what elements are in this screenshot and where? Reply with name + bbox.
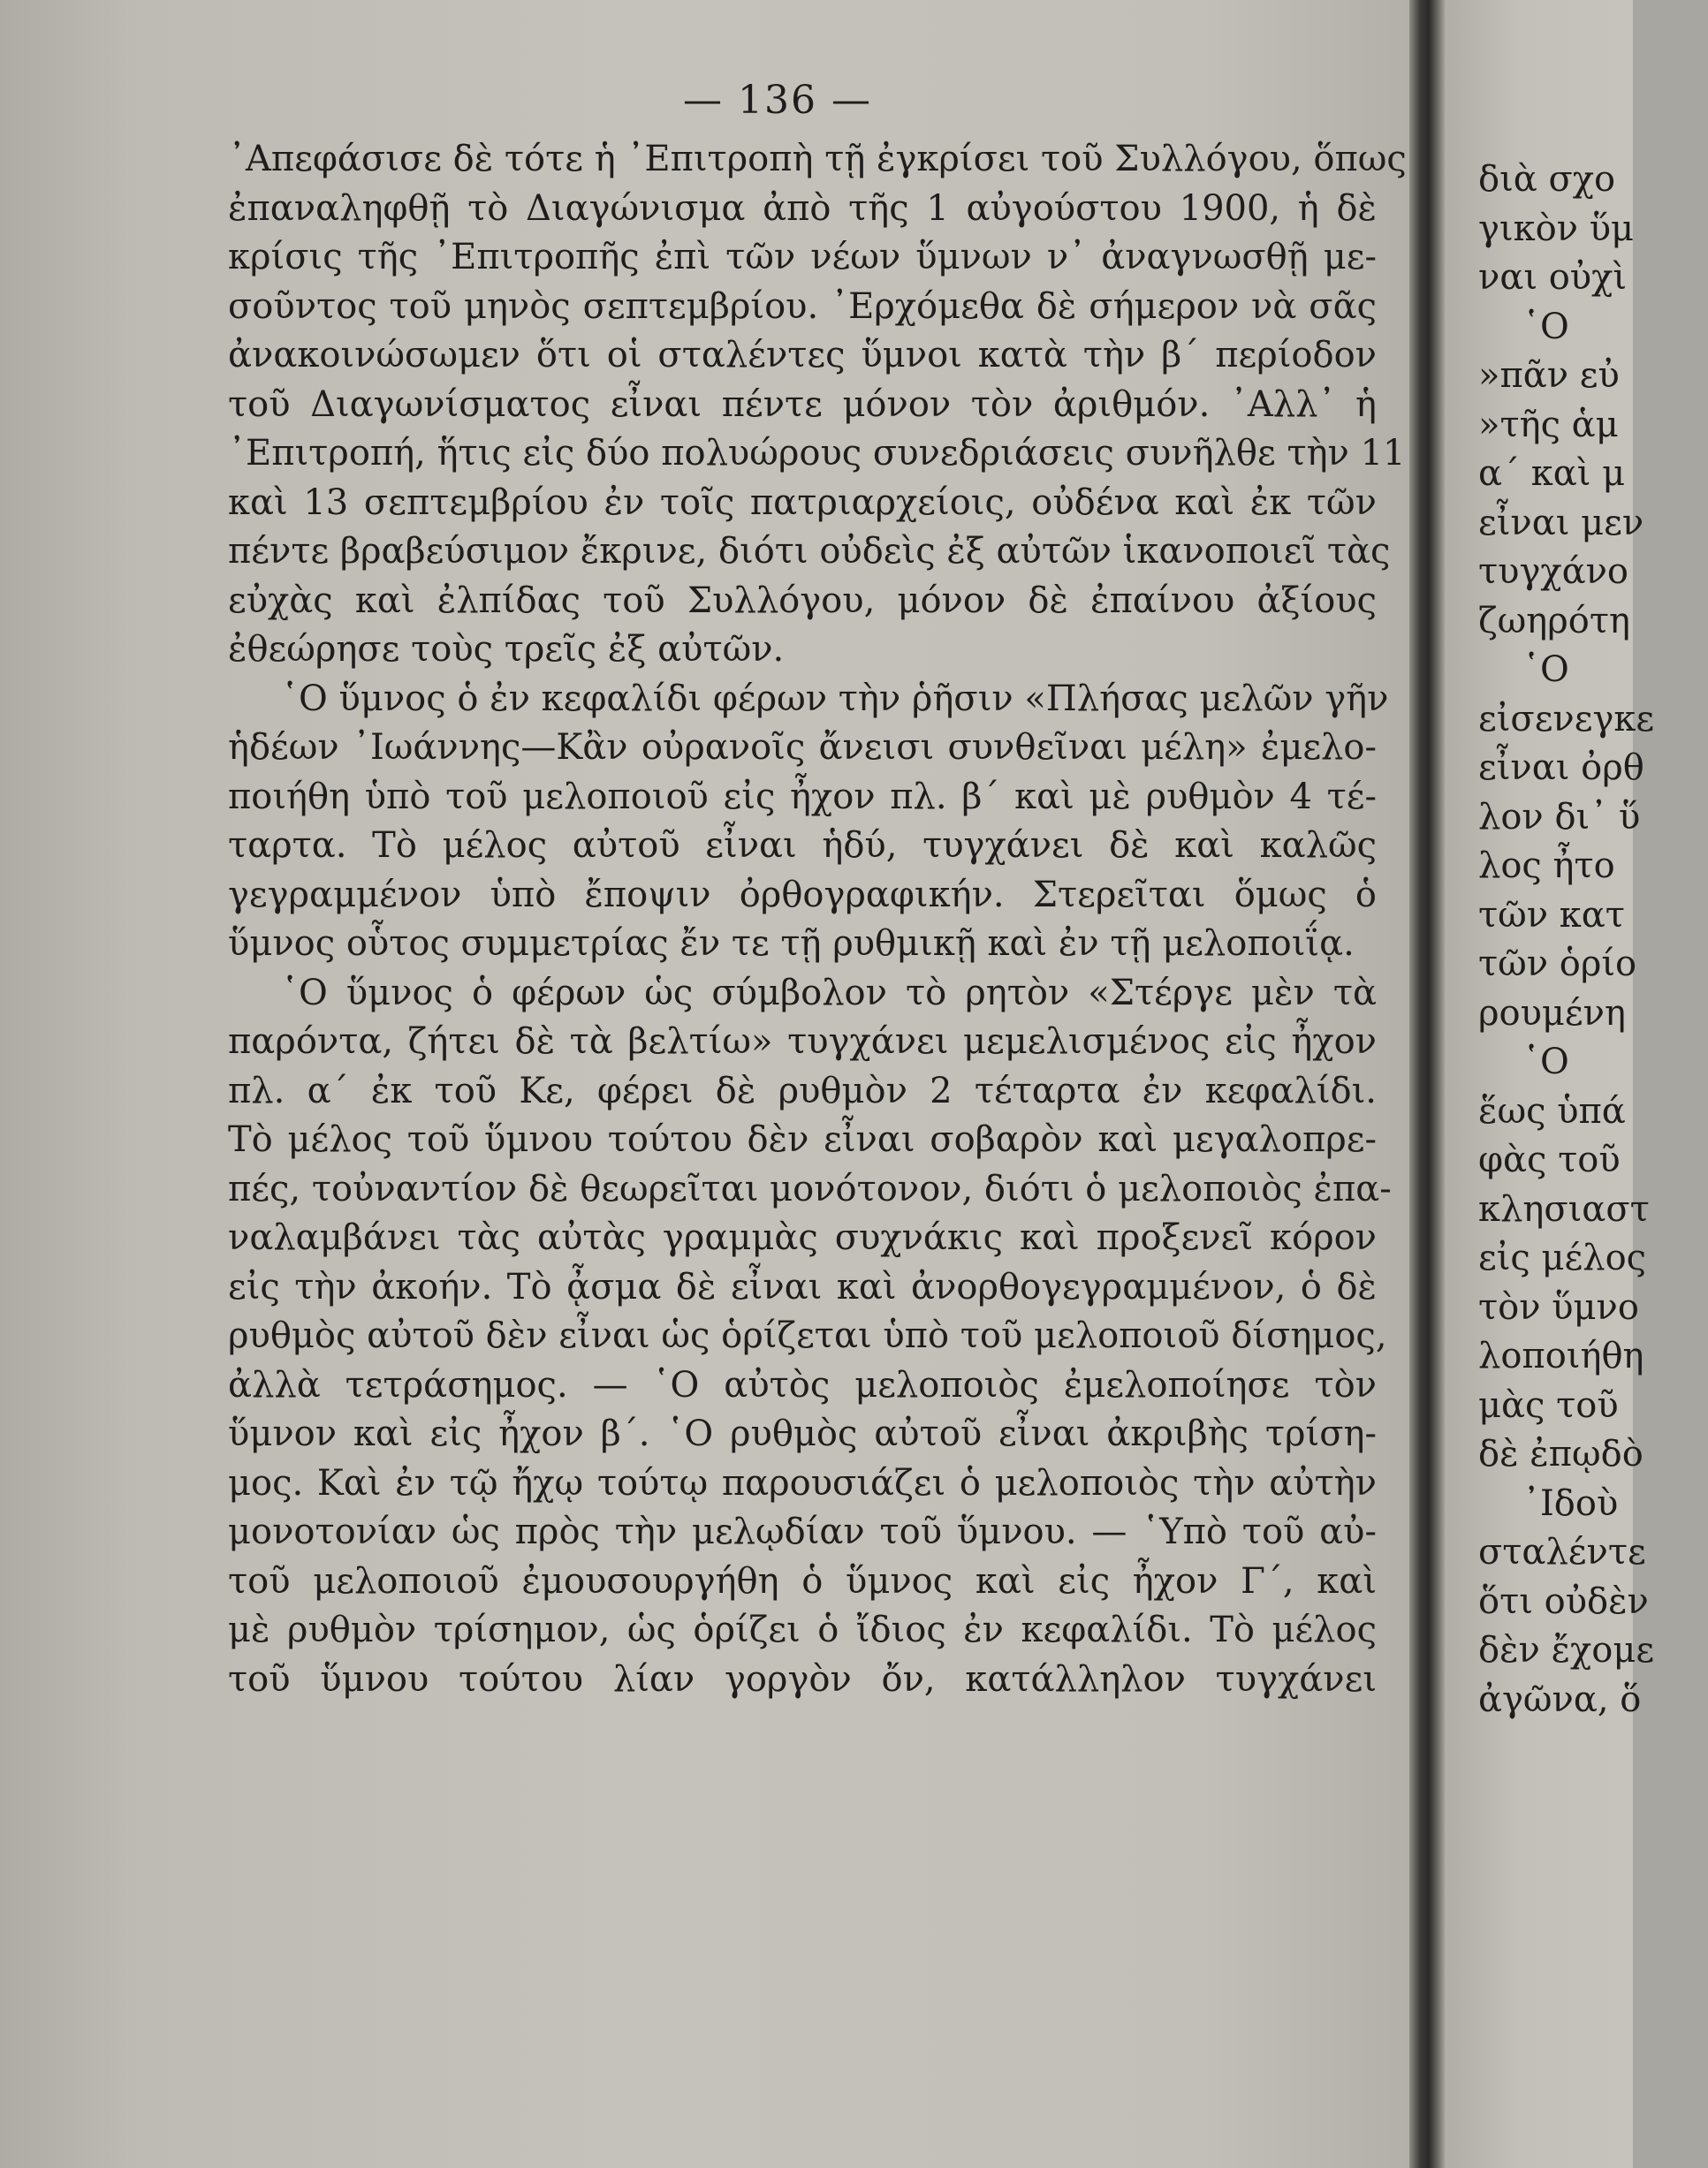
text-line: μος. Καὶ ἐν τῷ ἤχῳ τούτῳ παρουσιάζει ὁ μελοποιὸς τὴν αὐτὴν bbox=[228, 1462, 1377, 1504]
left-page-text bbox=[228, 135, 1407, 1704]
text-line: τοῦ Διαγωνίσματος εἶναι πέντε μόνον τὸν ἀριθμόν. ᾿Αλλ᾿ ἡ bbox=[228, 383, 1377, 425]
text-line: τοῦ μελοποιοῦ ἐμουσουργήθη ὁ ὕμνος καὶ εἰς ἦχον Γ΄, καὶ bbox=[228, 1560, 1377, 1602]
text-line: μὰς τοῦ bbox=[1478, 1384, 1619, 1426]
text-line: ᾿Επιτροπή, ἥτις εἰς δύο πολυώρους συνεδριάσεις συνῆλθε τὴν 11 bbox=[228, 433, 1406, 474]
text-line: ῾Ο bbox=[1522, 1042, 1569, 1082]
text-line: λον δι᾿ ὕ bbox=[1478, 796, 1641, 838]
text-line: ὕμνον καὶ εἰς ἦχον β΄. ῾Ο ρυθμὸς αὐτοῦ εἶναι ἀκριβὴς τρίση- bbox=[228, 1414, 1377, 1454]
text-line: καὶ 13 σεπτεμβρίου ἐν τοῖς πατριαρχείοις, οὐδένα καὶ ἐκ τῶν bbox=[228, 481, 1377, 523]
text-line: ρυθμὸς αὐτοῦ δὲν εἶναι ὡς ὁρίζεται ὑπὸ τοῦ μελοποιοῦ δίσημος, bbox=[228, 1315, 1387, 1356]
text-line: ὅτι οὐδὲν bbox=[1478, 1581, 1649, 1622]
text-line: δὲ ἐπῳδὸ bbox=[1478, 1434, 1643, 1474]
text-line: »τῆς ἁμ bbox=[1478, 404, 1619, 445]
right-page bbox=[1445, 0, 1655, 2168]
text-line: εἰς τὴν ἀκοήν. Τὸ ᾆσμα δὲ εἶναι καὶ ἀνορθογεγραμμένον, ὁ δὲ bbox=[228, 1266, 1377, 1308]
text-line: γεγραμμένον ὑπὸ ἔποψιν ὀρθογραφικήν. Στερεῖται ὅμως ὁ bbox=[228, 874, 1377, 915]
text-line: πές, τοὐναντίον δὲ θεωρεῖται μονότονον, διότι ὁ μελοποιὸς ἐπα- bbox=[228, 1168, 1392, 1209]
text-line: ῾Ο bbox=[1522, 306, 1569, 347]
text-line: πλ. α΄ ἐκ τοῦ Κε, φέρει δὲ ρυθμὸν 2 τέταρτα ἐν κεφαλίδι. bbox=[228, 1070, 1377, 1111]
text-line: σοῦντος τοῦ μηνὸς σεπτεμβρίου. ᾿Ερχόμεθα δὲ σήμερον νὰ σᾶς bbox=[228, 285, 1377, 327]
text-line: τῶν ὁρίο bbox=[1478, 944, 1637, 984]
text-line: ἐθεώρησε τοὺς τρεῖς ἐξ αὐτῶν. bbox=[228, 629, 785, 670]
text-line: ᾿Ιδοὺ bbox=[1522, 1482, 1619, 1524]
text-line: εἰς μέλος bbox=[1478, 1238, 1647, 1278]
text-line: α΄ καὶ μ bbox=[1478, 453, 1626, 494]
text-line: εἰσενεγκε bbox=[1478, 698, 1655, 739]
text-line: ἀγῶνα, ὅ bbox=[1478, 1679, 1642, 1720]
text-line: »πᾶν εὐ bbox=[1478, 355, 1620, 396]
text-line: σταλέντε bbox=[1478, 1532, 1646, 1573]
text-line: γικὸν ὕμ bbox=[1478, 208, 1635, 249]
text-line: τὸν ὕμνο bbox=[1478, 1286, 1639, 1328]
text-line: ναι οὐχὶ bbox=[1478, 257, 1628, 298]
text-line: εἶναι μεν bbox=[1478, 502, 1644, 543]
text-line: κρίσις τῆς ᾿Επιτροπῆς ἐπὶ τῶν νέων ὕμνων ν᾿ ἀναγνωσθῇ με- bbox=[228, 237, 1377, 277]
text-line: κλησιαστ bbox=[1478, 1188, 1650, 1230]
text-line: ᾿Απεφάσισε δὲ τότε ἡ ᾿Επιτροπὴ τῇ ἐγκρίσει τοῦ Συλλόγου, ὅπως bbox=[228, 139, 1407, 179]
text-line: εἶναι ὀρθ bbox=[1478, 747, 1644, 788]
text-line: παρόντα, ζήτει δὲ τὰ βελτίω» τυγχάνει μεμελισμένος εἰς ἦχον bbox=[228, 1021, 1377, 1062]
text-line: ὕμνος οὗτος συμμετρίας ἔν τε τῇ ρυθμικῇ καὶ ἐν τῇ μελοποιΐᾳ. bbox=[228, 923, 1355, 964]
text-line: ρουμένη bbox=[1478, 992, 1626, 1034]
text-line: τοῦ ὕμνου τούτου λίαν γοργὸν ὄν, κατάλληλον τυγχάνει bbox=[228, 1658, 1377, 1700]
text-line: λος ἦτο bbox=[1478, 845, 1615, 886]
text-line: λοποιήθη bbox=[1478, 1336, 1644, 1376]
text-line: διὰ σχο bbox=[1478, 159, 1616, 200]
text-line: πέντε βραβεύσιμον ἔκρινε, διότι οὐδεὶς ἐξ αὐτῶν ἱκανοποιεῖ τὰς bbox=[228, 531, 1391, 572]
text-line: ῾Ο bbox=[1522, 649, 1569, 690]
text-line: Τὸ μέλος τοῦ ὕμνου τούτου δὲν εἶναι σοβαρὸν καὶ μεγαλοπρε- bbox=[228, 1119, 1377, 1160]
text-line: ῾Ο ὕμνος ὁ φέρων ὡς σύμβολον τὸ ρητὸν «Στέργε μὲν τὰ bbox=[281, 972, 1377, 1013]
text-line: ἀνακοινώσωμεν ὅτι οἱ σταλέντες ὕμνοι κατὰ τὴν β΄ περίοδον bbox=[228, 335, 1377, 375]
text-line: μονοτονίαν ὡς πρὸς τὴν μελῳδίαν τοῦ ὕμνου. — ῾Υπὸ τοῦ αὐ- bbox=[228, 1512, 1377, 1552]
text-line: ἐπαναληφθῇ τὸ Διαγώνισμα ἀπὸ τῆς 1 αὐγούστου 1900, ἡ δὲ bbox=[228, 187, 1377, 229]
text-line: εὐχὰς καὶ ἐλπίδας τοῦ Συλλόγου, μόνον δὲ ἐπαίνου ἀξίους bbox=[228, 580, 1377, 621]
text-line: τυγχάνο bbox=[1478, 551, 1628, 592]
text-line: ἀλλὰ τετράσημος. — ῾Ο αὐτὸς μελοποιὸς ἐμελοποίησε τὸν bbox=[228, 1364, 1377, 1406]
text-line: μὲ ρυθμὸν τρίσημον, ὡς ὁρίζει ὁ ἴδιος ἐν κεφαλίδι. Τὸ μέλος bbox=[228, 1610, 1377, 1650]
text-line: τῶν κατ bbox=[1478, 894, 1625, 936]
text-line: φὰς τοῦ bbox=[1478, 1140, 1621, 1180]
text-line: ταρτα. Τὸ μέλος αὐτοῦ εἶναι ἡδύ, τυγχάνει δὲ καὶ καλῶς bbox=[228, 825, 1377, 866]
text-line: ἡδέων ᾿Ιωάννης—Κἂν οὐρανοῖς ἄνεισι συνθεῖναι μέλη» ἐμελο- bbox=[228, 727, 1377, 768]
text-line: ἕως ὑπά bbox=[1478, 1090, 1626, 1132]
text-line: ποιήθη ὑπὸ τοῦ μελοποιοῦ εἰς ἦχον πλ. β΄ καὶ μὲ ρυθμὸν 4 τέ- bbox=[228, 776, 1377, 817]
book-gutter bbox=[1409, 0, 1445, 2168]
text-line: ζωηρότη bbox=[1478, 600, 1630, 641]
text-line: δὲν ἔχομε bbox=[1478, 1630, 1655, 1671]
right-page-text bbox=[1478, 155, 1708, 1725]
text-line: ῾Ο ὕμνος ὁ ἐν κεφαλίδι φέρων τὴν ῥῆσιν «Πλήσας μελῶν γῆν bbox=[281, 678, 1389, 719]
page-number: — 136 — bbox=[683, 78, 872, 123]
text-line: ναλαμβάνει τὰς αὐτὰς γραμμὰς συχνάκις καὶ προξενεῖ κόρον bbox=[228, 1217, 1377, 1258]
